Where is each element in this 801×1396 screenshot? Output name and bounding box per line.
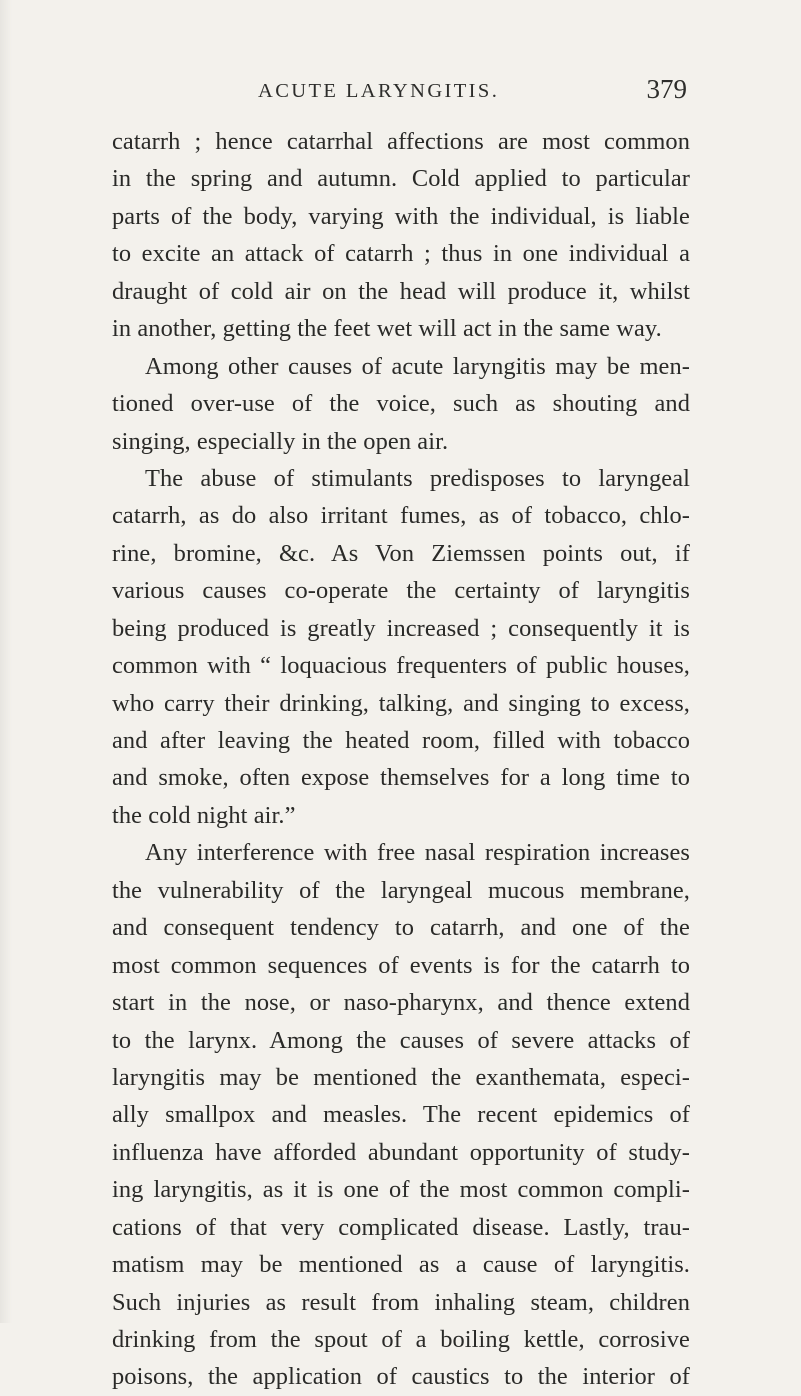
text-line: various causes co-operate the certainty of laryngitis [112, 577, 690, 605]
text-line: parts of the body, varying with the individual, is liable [112, 202, 690, 230]
text-line: who carry their drinking, talking, and singing to excess, [112, 689, 690, 717]
text-line: singing, especially in the open air. [112, 427, 449, 455]
text-line: the vulnerability of the laryngeal mucous membrane, [112, 876, 690, 904]
running-head-title: ACUTE LARYNGITIS. [258, 80, 500, 102]
text-line: matism may be mentioned as a cause of laryngitis. [112, 1251, 690, 1279]
text-line: common with “ loquacious frequenters of public houses, [112, 652, 690, 680]
text-line: rine, bromine, &c. As Von Ziemssen points out, if [112, 539, 690, 567]
text-line: to the larynx. Among the causes of severe attacks of [112, 1026, 690, 1054]
text-line: Such injuries as result from inhaling steam, children [112, 1288, 690, 1316]
text-line: Any interference with free nasal respiration increases [145, 839, 690, 867]
text-line: being produced is greatly increased ; consequently it is [112, 614, 690, 642]
text-line: start in the nose, or naso-pharynx, and thence extend [112, 989, 690, 1017]
text-line: catarrh ; hence catarrhal affections are most common [112, 128, 690, 155]
text-line: Among other causes of acute laryngitis may be men- [145, 352, 690, 380]
text-line: poisons, the application of caustics to the interior of [112, 1363, 690, 1391]
text-line: and smoke, often expose themselves for a long time to [112, 764, 690, 792]
text-line: ally smallpox and measles. The recent epidemics of [112, 1101, 690, 1129]
text-line: drinking from the spout of a boiling kettle, corrosive [112, 1326, 690, 1353]
text-line: the cold night air.” [112, 801, 296, 829]
body-text [112, 123, 690, 1396]
text-line: in the spring and autumn. Cold applied to particular [112, 165, 690, 193]
text-line: laryngitis may be mentioned the exanthemata, especi- [112, 1063, 690, 1091]
text-line: cations of that very complicated disease. Lastly, trau- [112, 1213, 690, 1241]
text-line: tioned over-use of the voice, such as shouting and [112, 390, 690, 418]
page-number: 379 [646, 74, 687, 104]
text-line: ing laryngitis, as it is one of the most common compli- [112, 1176, 690, 1204]
text-line: in another, getting the feet wet will act in the same way. [112, 315, 662, 343]
text-line: most common sequences of events is for the catarrh to [112, 951, 690, 979]
text-line: and after leaving the heated room, filled with tobacco [112, 727, 690, 754]
text-line: to excite an attack of catarrh ; thus in one individual a [112, 240, 690, 268]
text-line: and consequent tendency to catarrh, and one of the [112, 914, 690, 942]
text-line: The abuse of stimulants predisposes to laryngeal [145, 464, 690, 492]
text-line: influenza have afforded abundant opportunity of study- [112, 1138, 690, 1166]
page-gutter-shadow [0, 0, 12, 1323]
text-line: catarrh, as do also irritant fumes, as of tobacco, chlo- [112, 502, 690, 530]
text-line: draught of cold air on the head will produce it, whilst [112, 277, 690, 305]
